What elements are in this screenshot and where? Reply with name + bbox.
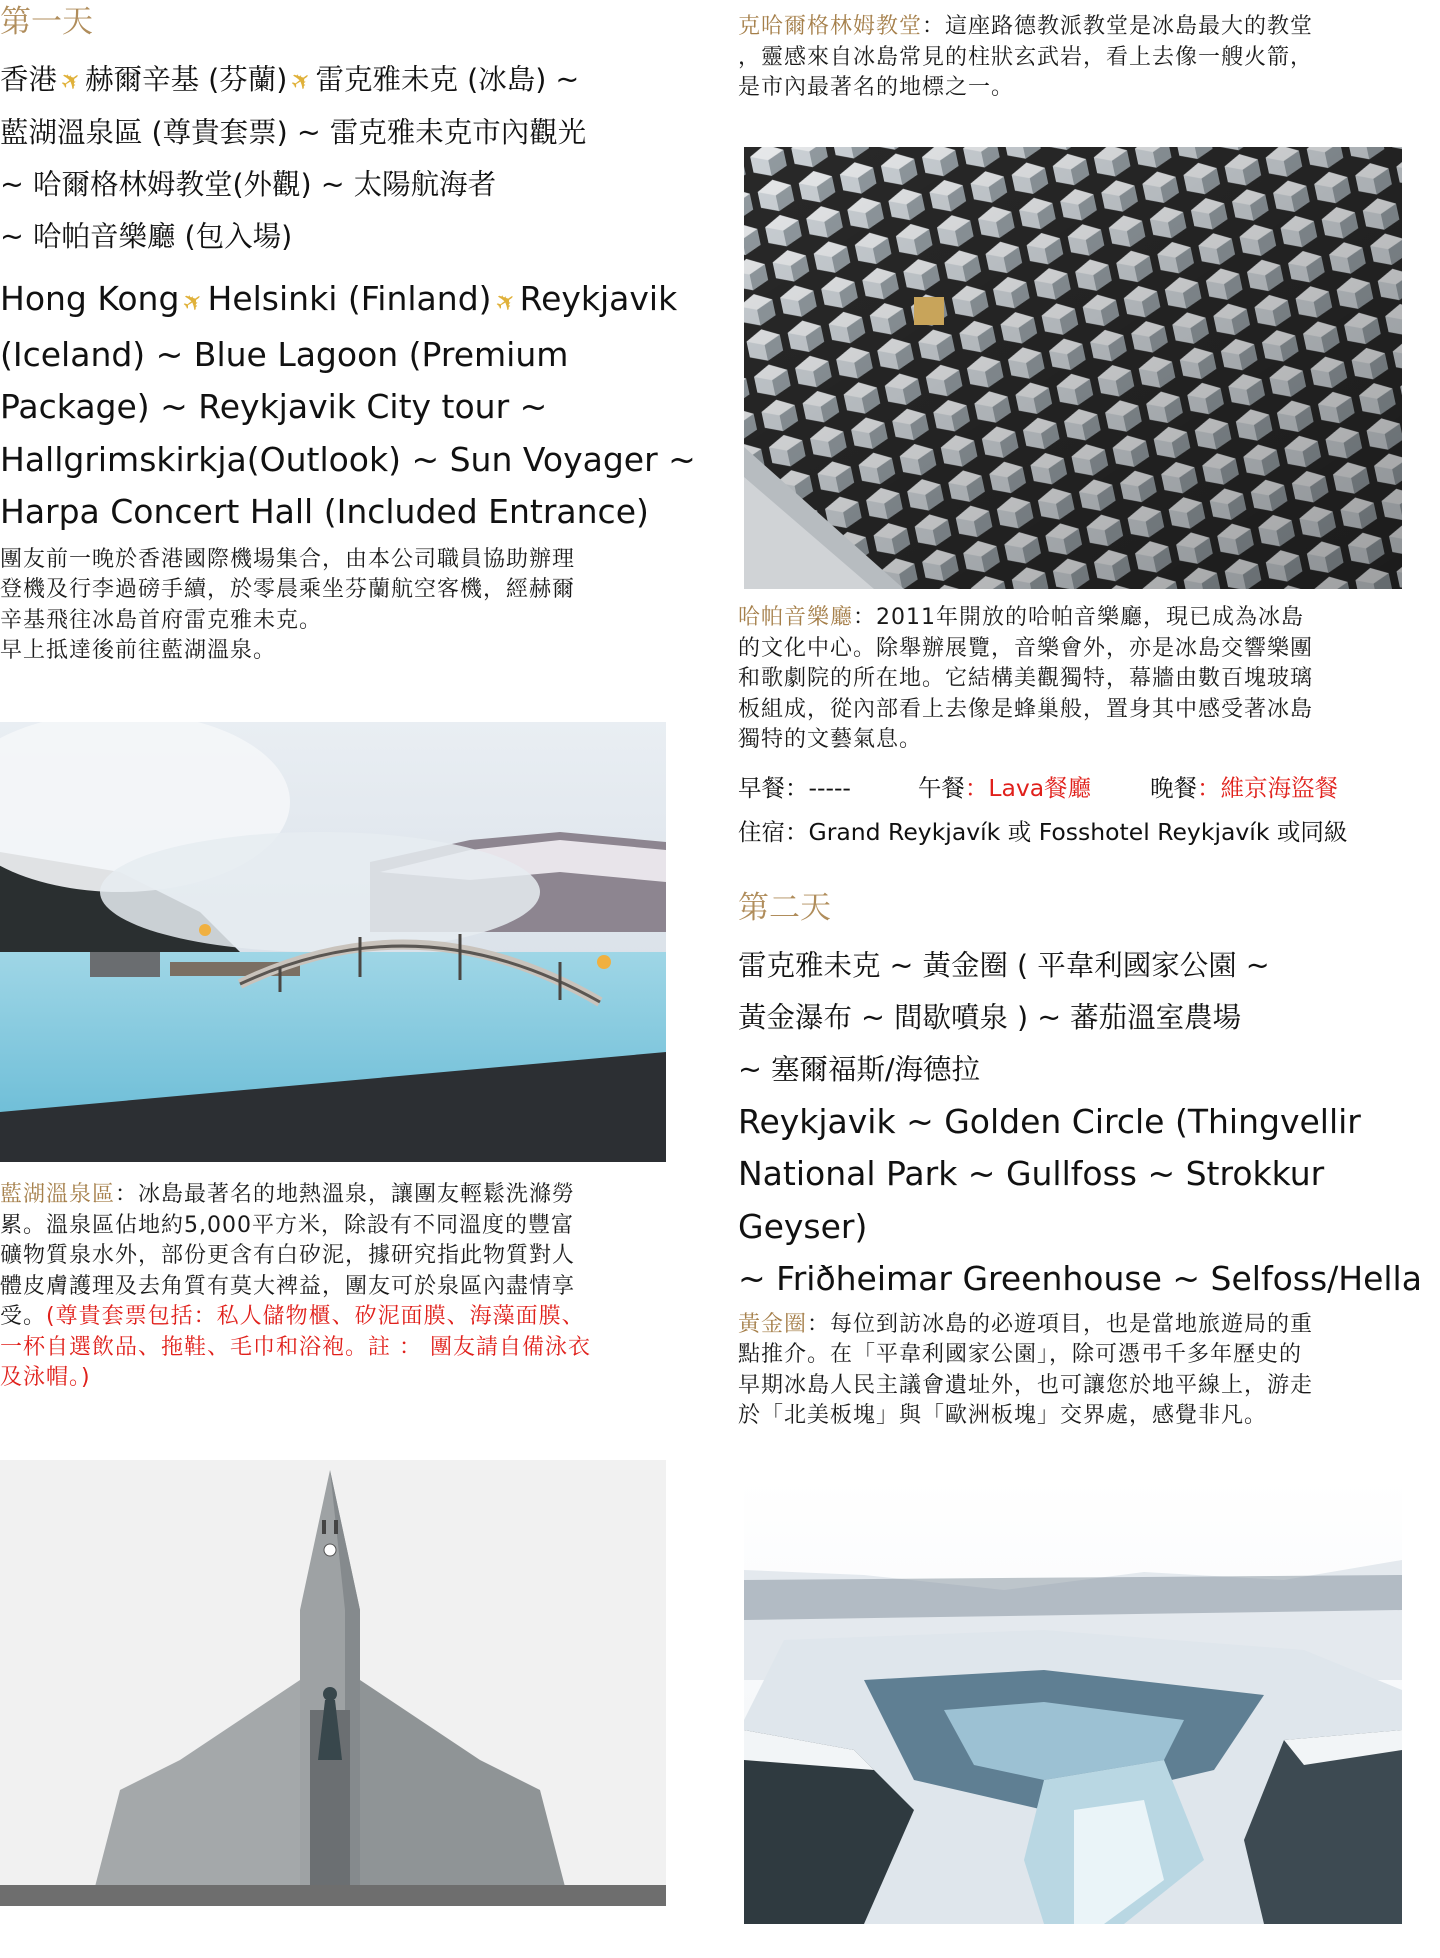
desc-line: 點推介。在「平韋利國家公園」，除可憑弔千多年歷史的 <box>738 1342 1303 1367</box>
route-stop: 雷克雅未克 (冰島) ~ <box>315 63 580 96</box>
route-line: ~ 塞爾福斯/海德拉 <box>738 1052 981 1086</box>
plane-icon: ✈ <box>54 63 88 99</box>
route-stop: 香港 <box>0 63 58 96</box>
premium-note: 及泳帽。) <box>0 1365 91 1390</box>
desc-line: 於「北美板塊」與「歐洲板塊」交界處，感覺非凡。 <box>738 1403 1268 1428</box>
route-line: Reykjavik ~ Golden Circle (Thingvellir <box>738 1101 1361 1141</box>
harpa-photo <box>744 147 1402 589</box>
golden-circle-desc <box>738 1310 1438 1432</box>
desc-line: 早期冰島人民主議會遺址外，也可讓您於地平線上，游走 <box>738 1372 1314 1398</box>
left-column <box>0 0 700 667</box>
route-line: ~ Friðheimar Greenhouse ~ Selfoss/Hella <box>738 1259 1422 1298</box>
gullfoss-photo <box>744 1480 1402 1924</box>
desc-line: 板組成，從內部看上去像是蜂巢般，置身其中感受著冰島 <box>738 696 1314 722</box>
desc-line: 礦物質泉水外，部份更含有白矽泥，據研究指此物質對人 <box>0 1243 576 1268</box>
plane-icon: ✈ <box>177 284 210 320</box>
desc-line: 和歌劇院的所在地。它結構美觀獨特，幕牆由數百塊玻璃 <box>738 666 1314 691</box>
route-line: (Iceland) ~ Blue Lagoon (Premium <box>0 334 569 374</box>
route-line: ~ 哈帕音樂廳 (包入場) <box>0 220 293 253</box>
blue-lagoon-title: 藍湖溫泉區 <box>0 1182 116 1207</box>
blue-lagoon-desc-block <box>0 1180 700 1394</box>
day2-route-zh <box>738 940 1438 1096</box>
meals-row <box>738 766 1438 810</box>
day1-title: 第一天 <box>0 4 93 40</box>
dinner-value: ：維京海盜餐 <box>1197 773 1339 802</box>
desc-line: 累。溫泉區佔地約5,000平方米，除設有不同溫度的豐富 <box>0 1212 574 1238</box>
day1-route-zh <box>0 54 700 263</box>
lunch-value: ：Lava餐廳 <box>964 773 1092 802</box>
desc-line: 的文化中心。除舉辦展覽，音樂會外，亦是冰島交響樂團 <box>738 635 1314 661</box>
desc-line: ，靈感來自冰島常見的柱狀玄武岩，看上去像一艘火箭， <box>738 44 1314 70</box>
day1-intro <box>0 545 700 667</box>
route-stop: Hong Kong <box>0 279 180 318</box>
day1-route-en <box>0 273 700 539</box>
church-title: 克哈爾格林姆教堂 <box>738 14 923 39</box>
premium-note: (尊貴套票包括：私人儲物櫃、矽泥面膜、海藻面膜、 <box>46 1304 585 1329</box>
route-stop: Helsinki (Finland) <box>207 279 492 318</box>
intro-line: 辛基飛往冰島首府雷克雅未克。 <box>0 607 323 633</box>
accommodation: 住宿：Grand Reykjavík 或 Fosshotel Reykjavík 或同級 <box>738 817 1348 846</box>
intro-line: 登機及行李過磅手續，於零晨乘坐芬蘭航空客機，經赫爾 <box>0 577 576 602</box>
route-line: Harpa Concert Hall (Included Entrance) <box>0 492 649 531</box>
route-line: Hallgrimskirkja(Outlook) ~ Sun Voyager ~ <box>0 439 696 479</box>
hallgrimskirkja-photo <box>0 1460 666 1906</box>
route-line: 藍湖溫泉區 (尊貴套票) ~ 雷克雅未克市內觀光 <box>0 116 587 149</box>
plane-icon: ✈ <box>285 63 318 99</box>
route-stop: 赫爾辛基 (芬蘭) <box>85 63 288 96</box>
desc-line: ：這座路德教派教堂是冰島最大的教堂 <box>922 14 1314 39</box>
harpa-desc-block <box>738 603 1438 1432</box>
intro-line: 團友前一晚於香港國際機場集合，由本公司職員協助辦理 <box>0 546 576 572</box>
breakfast: 早餐：----- <box>738 773 851 802</box>
route-line: National Park ~ Gullfoss ~ Strokkur Geyser) <box>738 1154 1325 1246</box>
desc-line: 獨特的文藝氣息。 <box>738 727 923 752</box>
desc-line: ：每位到訪冰島的必遊項目，也是當地旅遊局的重 <box>807 1311 1314 1337</box>
blue-lagoon-photo <box>0 722 666 1162</box>
desc-line: ：2011年開放的哈帕音樂廳，現已成為冰島 <box>853 605 1305 630</box>
harpa-title: 哈帕音樂廳 <box>738 605 854 630</box>
dinner-label: 晚餐 <box>1150 773 1198 802</box>
premium-note: 一杯自選飲品、拖鞋、毛巾和浴袍。註 ： 團友請自備泳衣 <box>0 1334 591 1360</box>
route-stop: Reykjavik <box>519 279 678 318</box>
desc-line: ：冰島最著名的地熱溫泉，讓團友輕鬆洗滌勞 <box>115 1182 576 1207</box>
route-line: 雷克雅未克 ~ 黃金圈 ( 平韋利國家公園 ~ <box>738 948 1270 982</box>
desc-line: 體皮膚護理及去角質有莫大裨益，團友可於泉區內盡情享 <box>0 1273 576 1299</box>
intro-line: 早上抵達後前往藍湖溫泉。 <box>0 638 277 663</box>
route-line: ~ 哈爾格林姆教堂(外觀) ~ 太陽航海者 <box>0 168 497 201</box>
golden-circle-title: 黃金圈 <box>738 1311 808 1337</box>
lunch-label: 午餐 <box>917 773 965 802</box>
route-line: 黃金瀑布 ~ 間歇噴泉 ) ~ 蕃茄溫室農場 <box>738 1000 1242 1034</box>
desc-line: 是市內最著名的地標之一。 <box>738 75 1015 100</box>
plane-icon: ✈ <box>489 284 522 320</box>
desc-line: 受。 <box>0 1304 47 1329</box>
day2-route-en <box>738 1096 1438 1306</box>
right-column <box>738 12 1438 104</box>
route-line: Package) ~ Reykjavik City tour ~ <box>0 387 548 426</box>
day2-title: 第二天 <box>738 889 831 926</box>
